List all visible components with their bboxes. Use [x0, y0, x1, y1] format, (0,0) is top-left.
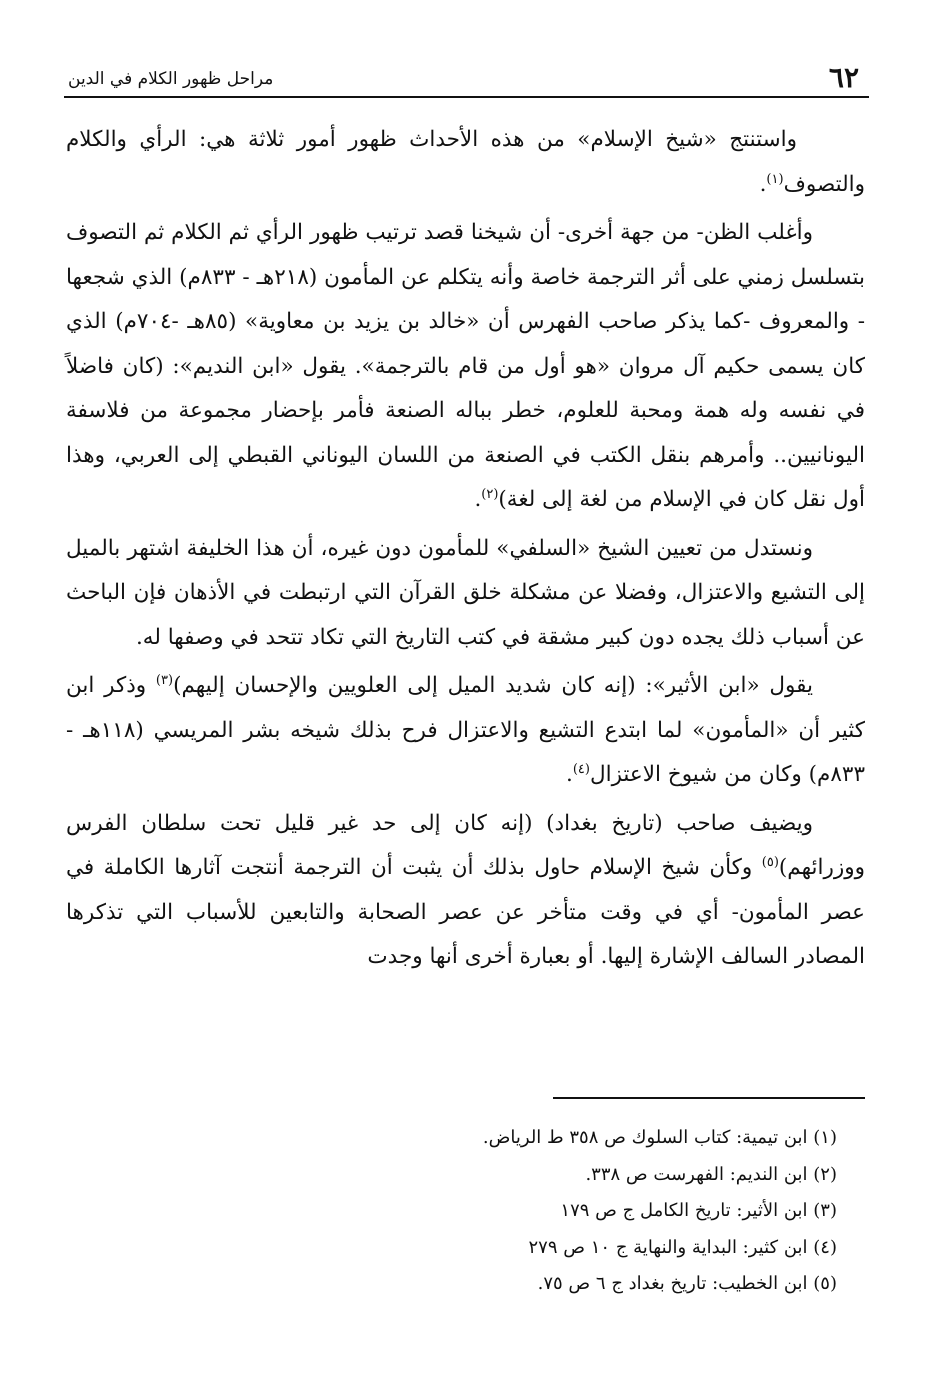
paragraph-text: وذكر ابن كثير أن «المأمون» لما ابتدع التشيع والاعتزال فرح بذلك شيخه بشر المريسي (١١٨هـ - ٨٣٣م) وكان من شيوخ الاعتزال	[66, 673, 865, 787]
paragraph-text: وكأن شيخ الإسلام حاول بذلك أن يثبت أن الترجمة أنتجت آثارها الكاملة في عصر المأمون- أي في وقت متأخر عن عصر الصحابة والتابعين للأسباب التي تذكرها المصادر السالف الإشارة إليها. أو بعبارة أخرى أنها وجدت	[66, 855, 865, 969]
paragraph	[66, 802, 865, 980]
footnote: (٤) ابن كثير: البداية والنهاية ج ١٠ ص ٢٧٩	[528, 1236, 837, 1258]
running-title: مراحل ظهور الكلام في الدين	[68, 69, 274, 89]
paragraph	[66, 664, 865, 798]
paragraph-text: .	[565, 762, 573, 787]
footnote-marker: (٤)	[572, 761, 590, 777]
footnote-marker: (١)	[766, 171, 784, 187]
paragraph-text: وأغلب الظن- من جهة أخرى- أن شيخنا قصد ترتيب ظهور الرأي ثم الكلام ثم التصوف بتسلسل زمني على أثر الترجمة خاصة وأنه يتكلم عن المأمون (٢١٨هـ - ٨٣٣م) الذي شجعها - والمعروف -كما يذكر صاحب الفهرس أن «خالد بن يزيد بن معاوية» (٨٥هـ -٧٠٤م) الذي كان يسمى حكيم آل مروان «هو أول من قام بالترجمة». يقول «ابن النديم»: (كان فاضلاً في نفسه وله همة ومحبة للعلوم، خطر بباله الصنعة فأمر بإحضار مجموعة من فلاسفة اليونانيين.. وأمرهم بنقل الكتب في الصنعة من اللسان اليوناني القبطي إلى العربي، وهذا أول نقل كان في الإسلام من لغة إلى لغة)	[66, 220, 866, 512]
footnote-marker: (٥)	[761, 854, 779, 870]
paragraph	[66, 118, 865, 207]
paragraph-text: .	[474, 487, 482, 512]
footnote-marker: (٢)	[481, 486, 499, 502]
paragraph	[66, 527, 865, 661]
paragraph-text: ونستدل من تعيين الشيخ «السلفي» للمأمون دون غيره، أن هذا الخليفة اشتهر بالميل إلى التشيع والاعتزال، وفضلا عن مشكلة خلق القرآن التي ارتبطت في الأذهان فإن الباحث عن أسباب ذلك يجده دون كبير مشقة في كتب التاريخ التي تكاد تتحد في وصفها له.	[66, 535, 865, 650]
page-header	[64, 58, 869, 98]
footnote: (١) ابن تيمية: كتاب السلوك ص ٣٥٨ ط الرياض.	[482, 1127, 837, 1148]
paragraph	[66, 211, 865, 523]
footnote: (٢) ابن النديم: الفهرست ص ٣٣٨.	[585, 1163, 837, 1185]
paragraph-text: .	[759, 171, 767, 197]
paragraph-text: يقول «ابن الأثير»: (إنه كان شديد الميل إلى العلويين والإحسان إليهم)	[173, 673, 813, 698]
footnote: (٥) ابن الخطيب: تاريخ بغداد ج ٦ ص ٧٥.	[537, 1273, 837, 1294]
main-text	[66, 118, 865, 984]
footnotes-list	[66, 1120, 837, 1303]
footnote-divider	[553, 1097, 865, 1099]
footnote-marker: (٣)	[155, 672, 174, 688]
paragraph-text: واستنتج «شيخ الإسلام» من هذه الأحداث ظهور أمور ثلاثة هي: الرأي والكلام والتصوف	[66, 127, 865, 197]
paragraph-text: ويضيف صاحب (تاريخ بغداد) (إنه كان إلى حد غير قليل تحت سلطان الفرس ووزرائهم)	[66, 810, 865, 880]
page-number: ٦٢	[828, 61, 859, 94]
footnote: (٣) ابن الأثير: تاريخ الكامل ج ص ١٧٩	[560, 1200, 837, 1221]
